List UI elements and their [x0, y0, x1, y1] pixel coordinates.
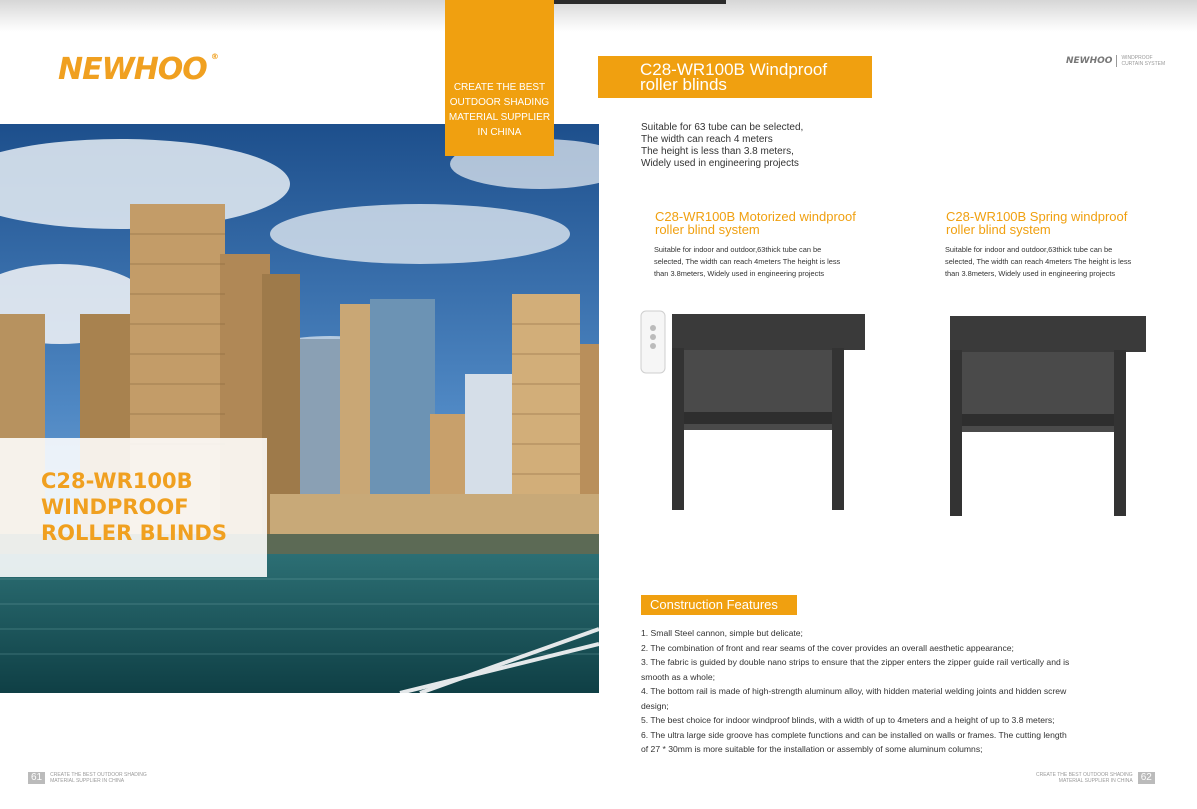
footer-line: CREATE THE BEST OUTDOOR SHADING: [50, 772, 147, 778]
product-description: [945, 244, 1156, 280]
footer-text-right: [1036, 772, 1133, 784]
footer-line: MATERIAL SUPPLIER IN CHINA: [50, 778, 125, 784]
motorized-blind-image: [670, 312, 866, 512]
page-title: [598, 56, 872, 98]
hero-city-photo: [0, 124, 599, 693]
header-category-line: CURTAIN SYSTEM: [1121, 61, 1166, 67]
footer-left: [28, 772, 147, 784]
feature-line: 5. The best choice for indoor windproof blinds, with a width of up to 4meters and a height of up to 3.8 meters;: [641, 715, 1055, 725]
footer-line: CREATE THE BEST OUTDOOR SHADING: [1036, 772, 1133, 778]
product-desc-line: than 3.8meters, Widely used in engineering projects: [654, 269, 825, 278]
construction-features-list: [641, 626, 1111, 757]
feature-line: 6. The ultra large side groove has complete functions and can be installed on walls or frames. The cutting length: [641, 729, 1067, 740]
construction-heading: Construction Features: [641, 595, 797, 615]
header-category-line: WINDPROOF: [1121, 55, 1153, 61]
product-spring: [946, 210, 1156, 280]
remote-control-image: [640, 310, 666, 374]
feature-line: 4. The bottom rail is made of high-strength aluminum alloy, with hidden material welding joints and hidden screw: [641, 686, 1067, 696]
product-desc-line: Suitable for indoor and outdoor,63thick tube can be: [945, 245, 1113, 254]
header-logo: NEWHOO: [1066, 56, 1113, 66]
intro-line: The width can reach 4 meters: [641, 134, 773, 145]
header-category: [1121, 55, 1165, 67]
product-title-line: C28-WR100B Motorized windproof: [655, 209, 856, 224]
header-brand: [1066, 55, 1165, 67]
product-title: [946, 210, 1156, 236]
registered-mark: ®: [210, 52, 218, 61]
feature-line: 1. Small Steel cannon, simple but delicate;: [641, 628, 803, 638]
intro-line: The height is less than 3.8 meters,: [641, 146, 794, 157]
spring-blind-image: [948, 314, 1148, 518]
tagline-box: [445, 0, 554, 156]
page-title-line: roller blinds: [640, 75, 727, 94]
feature-line: design;: [641, 700, 669, 711]
tagline-line: IN CHINA: [477, 127, 522, 138]
page-title-line: C28-WR100B Windproof: [640, 60, 828, 79]
hero-title-line: C28-WR100B: [41, 469, 193, 493]
brand-logo: [58, 52, 218, 87]
footer-right: [1036, 772, 1155, 784]
hero-title-line: WINDPROOF: [41, 495, 189, 519]
intro-line: Widely used in engineering projects: [641, 158, 799, 169]
product-motorized: [655, 210, 895, 280]
divider: [1116, 55, 1117, 67]
logo-text: NEWHOO: [58, 52, 207, 87]
hero-title-line: ROLLER BLINDS: [41, 521, 227, 545]
page-number-left: 61: [28, 772, 45, 784]
feature-line: of 27 * 30mm is more suitable for the installation or assembly of some aluminum columns;: [641, 744, 983, 754]
footer-text-left: [50, 772, 147, 784]
tagline-line: MATERIAL SUPPLIER: [448, 112, 551, 123]
product-desc-line: Suitable for indoor and outdoor,63thick tube can be: [654, 245, 822, 254]
top-shadow-bar: [0, 0, 1197, 32]
product-title: [655, 210, 895, 236]
tagline-line: OUTDOOR SHADING: [449, 97, 550, 108]
feature-line: smooth as a whole;: [641, 671, 716, 682]
product-title-line: C28-WR100B Spring windproof: [946, 209, 1128, 224]
product-desc-line: than 3.8meters, Widely used in engineering projects: [945, 269, 1116, 278]
feature-line: 3. The fabric is guided by double nano strips to ensure that the zipper enters the zipper guide rail vertically and is: [641, 657, 1070, 667]
footer-line: MATERIAL SUPPLIER IN CHINA: [1058, 778, 1133, 784]
feature-line: 2. The combination of front and rear seams of the cover provides an overall aesthetic appearance;: [641, 642, 1014, 653]
intro-text: [641, 122, 803, 170]
product-title-line: roller blind system: [655, 222, 760, 237]
product-desc-line: selected, The width can reach 4meters The height is less: [945, 257, 1132, 266]
intro-line: Suitable for 63 tube can be selected,: [641, 122, 804, 133]
product-title-line: roller blind system: [946, 222, 1051, 237]
page-number-right: 62: [1138, 772, 1155, 784]
hero-overlay-panel: [0, 438, 267, 577]
product-desc-line: selected, The width can reach 4meters The height is less: [654, 257, 841, 266]
product-description: [654, 244, 895, 280]
tagline-line: CREATE THE BEST: [453, 82, 546, 93]
